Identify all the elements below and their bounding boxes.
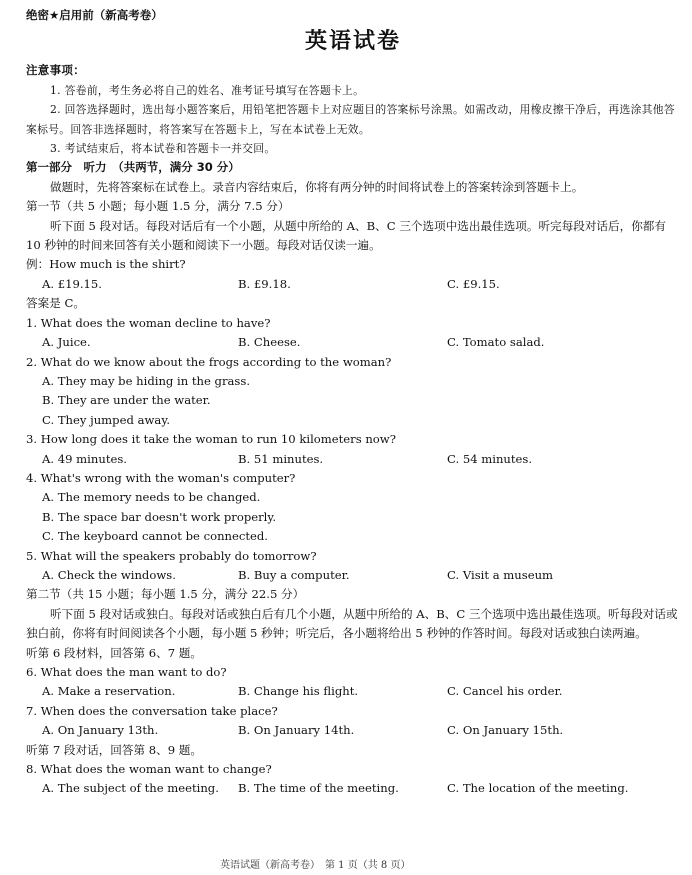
- question: 2. What do we know about the frogs according to the woman?: [26, 354, 392, 369]
- question: 1. What does the woman decline to have?: [26, 315, 271, 330]
- example-question: 例：How much is the shirt?: [26, 257, 186, 272]
- notice-block: [26, 61, 680, 158]
- option-a: A. Check the windows.: [42, 567, 176, 582]
- option-b: B. Cheese.: [238, 335, 301, 350]
- section2-heading: 第二节（共 15 小题；每小题 1.5 分，满分 22.5 分）: [26, 587, 305, 602]
- option-b: B. The time of the meeting.: [238, 781, 399, 796]
- option-b: B. £9.18.: [238, 276, 291, 291]
- option-a: A. On January 13th.: [42, 723, 159, 738]
- page-footer: 英语试题（新高考卷） 第 1 页（共 8 页）: [220, 860, 411, 871]
- example-answer: 答案是 C。: [26, 296, 85, 311]
- notice-item: 2. 回答选择题时，选出每小题答案后，用铅笔把答题卡上对应题目的答案标号涂黑。如需改动，用橡皮擦干净后，再选涂其他答案标号。回答非选择题时，将答案写在答题卡上，写在本试卷上无效。: [26, 103, 675, 136]
- option-c: C. They jumped away.: [42, 412, 171, 427]
- option-c: C. Cancel his order.: [447, 684, 563, 699]
- section1-heading: 第一节（共 5 小题；每小题 1.5 分，满分 7.5 分）: [26, 199, 290, 214]
- part1-heading: 第一部分 听力 （共两节，满分 30 分）: [26, 160, 240, 175]
- option-c: C. The keyboard cannot be connected.: [42, 529, 268, 544]
- part1-intro: 做题时，先将答案标在试卷上。录音内容结束后，你将有两分钟的时间将试卷上的答案转涂到答题卡上。: [50, 179, 584, 194]
- question-options: [26, 721, 680, 740]
- option-b: B. They are under the water.: [42, 393, 211, 408]
- notice-item: 1. 答卷前，考生务必将自己的姓名、准考证号填写在答题卡上。: [50, 83, 365, 97]
- option-a: A. £19.15.: [42, 276, 102, 291]
- material-note: 听第 7 段对话，回答第 8、9 题。: [26, 742, 202, 757]
- question-options: [26, 682, 680, 701]
- question-options: [26, 779, 680, 798]
- section2-instruction: 听下面 5 段对话或独白。每段对话或独白后有几个小题，从题中所给的 A、B、C 三个选项中选出最佳选项。听每段对话或独白前，你将有时间阅读各个小题，每小题 5 秒钟；听完后，各小题将给出 5 秒钟的作答时间。每段对话或独白读两遍。: [26, 606, 678, 641]
- question: 3. How long does it take the woman to run 10 kilometers now?: [26, 432, 396, 447]
- question-options: [26, 566, 680, 585]
- option-a: A. Make a reservation.: [42, 684, 176, 699]
- question: 6. What does the man want to do?: [26, 665, 227, 679]
- option-b: B. On January 14th.: [238, 723, 355, 738]
- option-c: C. The location of the meeting.: [447, 781, 629, 796]
- option-b: B. 51 minutes.: [238, 451, 324, 466]
- material-note: 听第 6 段材料，回答第 6、7 题。: [26, 645, 202, 660]
- notice-heading: 注意事项：: [26, 63, 85, 78]
- option-c: C. Tomato salad.: [447, 335, 545, 350]
- option-c: C. On January 15th.: [447, 723, 564, 738]
- notice-item: 3. 考试结束后，将本试卷和答题卡一并交回。: [50, 142, 276, 156]
- option-a: A. 49 minutes.: [42, 451, 127, 466]
- section1-instruction: 听下面 5 段对话。每段对话后有一个小题，从题中所给的 A、B、C 三个选项中选出最佳选项。听完每段对话后，你都有 10 秒钟的时间来回答有关小题和阅读下一小题。每段对话仅读一遍。: [26, 218, 666, 253]
- option-a: A. They may be hiding in the grass.: [42, 373, 251, 388]
- option-c: C. 54 minutes.: [447, 451, 533, 466]
- example-options: [26, 275, 680, 294]
- question: 8. What does the woman want to change?: [26, 762, 272, 777]
- option-b: B. The space bar doesn't work properly.: [42, 509, 277, 524]
- option-c: C. £9.15.: [447, 276, 500, 291]
- option-b: B. Buy a computer.: [238, 567, 350, 582]
- question-options: [26, 450, 680, 469]
- option-b: B. Change his flight.: [238, 684, 359, 699]
- option-c: C. Visit a museum: [447, 567, 554, 582]
- option-a: A. Juice.: [42, 335, 91, 350]
- question: 5. What will the speakers probably do tomorrow?: [26, 548, 317, 563]
- option-a: A. The subject of the meeting.: [42, 781, 219, 796]
- question: 7. When does the conversation take place?: [26, 703, 278, 718]
- question: 4. What's wrong with the woman's computer?: [26, 470, 296, 485]
- confidential-label: 绝密★启用前（新高考卷）: [26, 8, 163, 22]
- question-options: [26, 333, 680, 352]
- page-title: 英语试卷: [304, 29, 401, 55]
- option-a: A. The memory needs to be changed.: [42, 490, 261, 505]
